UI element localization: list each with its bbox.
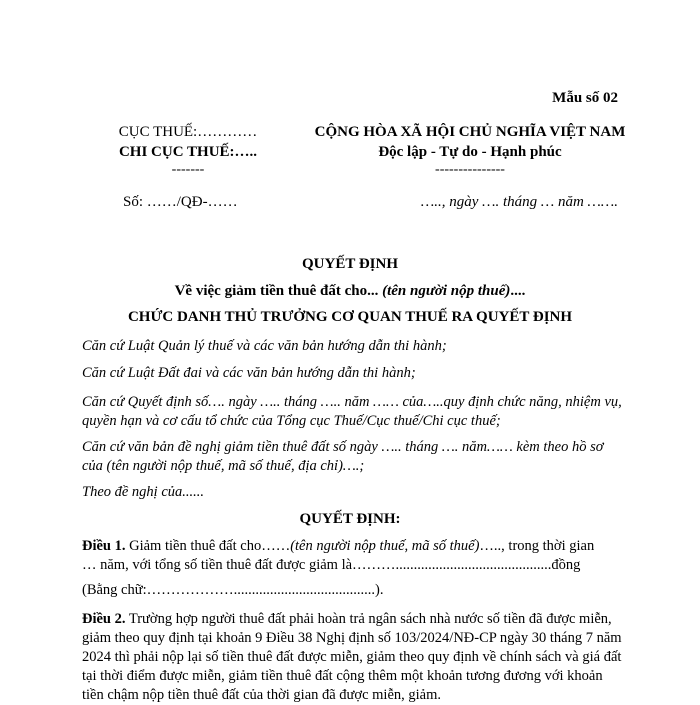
left-header-dash: ------- <box>171 162 205 177</box>
subject-suffix: .... <box>510 283 526 299</box>
article-2 <box>82 610 627 705</box>
document-subject <box>0 283 700 300</box>
article-1-text-1: Giảm tiền thuê đất cho…… <box>125 538 291 554</box>
article-2-label: Điều 2. <box>82 611 126 627</box>
decision-number: Số: ……/QĐ-…… <box>123 194 238 210</box>
decision-heading: QUYẾT ĐỊNH: <box>299 511 401 527</box>
article-1-label: Điều 1. <box>82 538 126 554</box>
article-1-line-1 <box>82 538 622 555</box>
basis-organization-decision: Căn cứ Quyết định số…. ngày ….. tháng ….. năm …… của…..quy định chức năng, nhiệm vụ, quyền hạn và cơ cấu tổ chức của Tổng cục Thuế/Cục thuế/Chi cục thuế; <box>82 394 622 429</box>
place-date: ….., ngày …. tháng … năm ……. <box>420 194 618 210</box>
article-1-line-2: … năm, với tổng số tiền thuê đất được giảm là………...........................................đồng <box>82 557 581 573</box>
right-header-dash: --------------- <box>435 162 505 177</box>
form-code: Mẫu số 02 <box>552 90 618 106</box>
subject-prefix: Về việc giảm tiền thuê đất cho... <box>174 283 383 299</box>
issuing-authority: CHỨC DANH THỦ TRƯỞNG CƠ QUAN THUẾ RA QUYẾT ĐỊNH <box>127 309 573 325</box>
country-name: CỘNG HÒA XÃ HỘI CHỦ NGHĨA VIỆT NAM <box>314 124 626 140</box>
article-2-text: Trường hợp người thuê đất phải hoàn trả ngân sách nhà nước số tiền đã được miễn, giảm theo quy định tại khoản 9 Điều 38 Nghị định số 103/2024/NĐ-CP ngày 30 tháng 7 năm 2024 thì phải nộp lại số tiền thuê đất được miễn, giảm theo quy định về chính sách và giá đất tại thời điểm được miễn, giảm tiền thuê đất cộng thêm một khoản tương đương với khoản tiền chậm nộp tiền thuê đất của thời gian đã được miễn, giảm. <box>82 611 622 703</box>
article-1-amount-in-words: (Bằng chữ:……………….......................................). <box>82 582 384 598</box>
basis-land-law: Căn cứ Luật Đất đai và các văn bản hướng dẫn thi hành; <box>82 365 416 381</box>
tax-branch-line: CHI CỤC THUẾ:….. <box>118 144 258 160</box>
document-title: QUYẾT ĐỊNH <box>302 256 398 272</box>
basis-proposal: Theo đề nghị của...... <box>82 484 205 500</box>
article-1-text-2: ….., trong thời gian <box>479 538 595 554</box>
basis-tax-law: Căn cứ Luật Quản lý thuế và các văn bản hướng dẫn thi hành; <box>82 338 447 354</box>
article-1-taxpayer: (tên người nộp thuế, mã số thuế) <box>290 538 480 554</box>
motto: Độc lập - Tự do - Hạnh phúc <box>378 144 562 160</box>
subject-taxpayer: (tên người nộp thuế) <box>382 283 511 299</box>
basis-request-document: Căn cứ văn bản đề nghị giảm tiền thuê đất số ngày ….. tháng …. năm…… kèm theo hồ sơ của (tên người nộp thuế, mã số thuế, địa chỉ)….; <box>82 439 604 474</box>
tax-department-line: CỤC THUẾ:………… <box>118 124 258 140</box>
